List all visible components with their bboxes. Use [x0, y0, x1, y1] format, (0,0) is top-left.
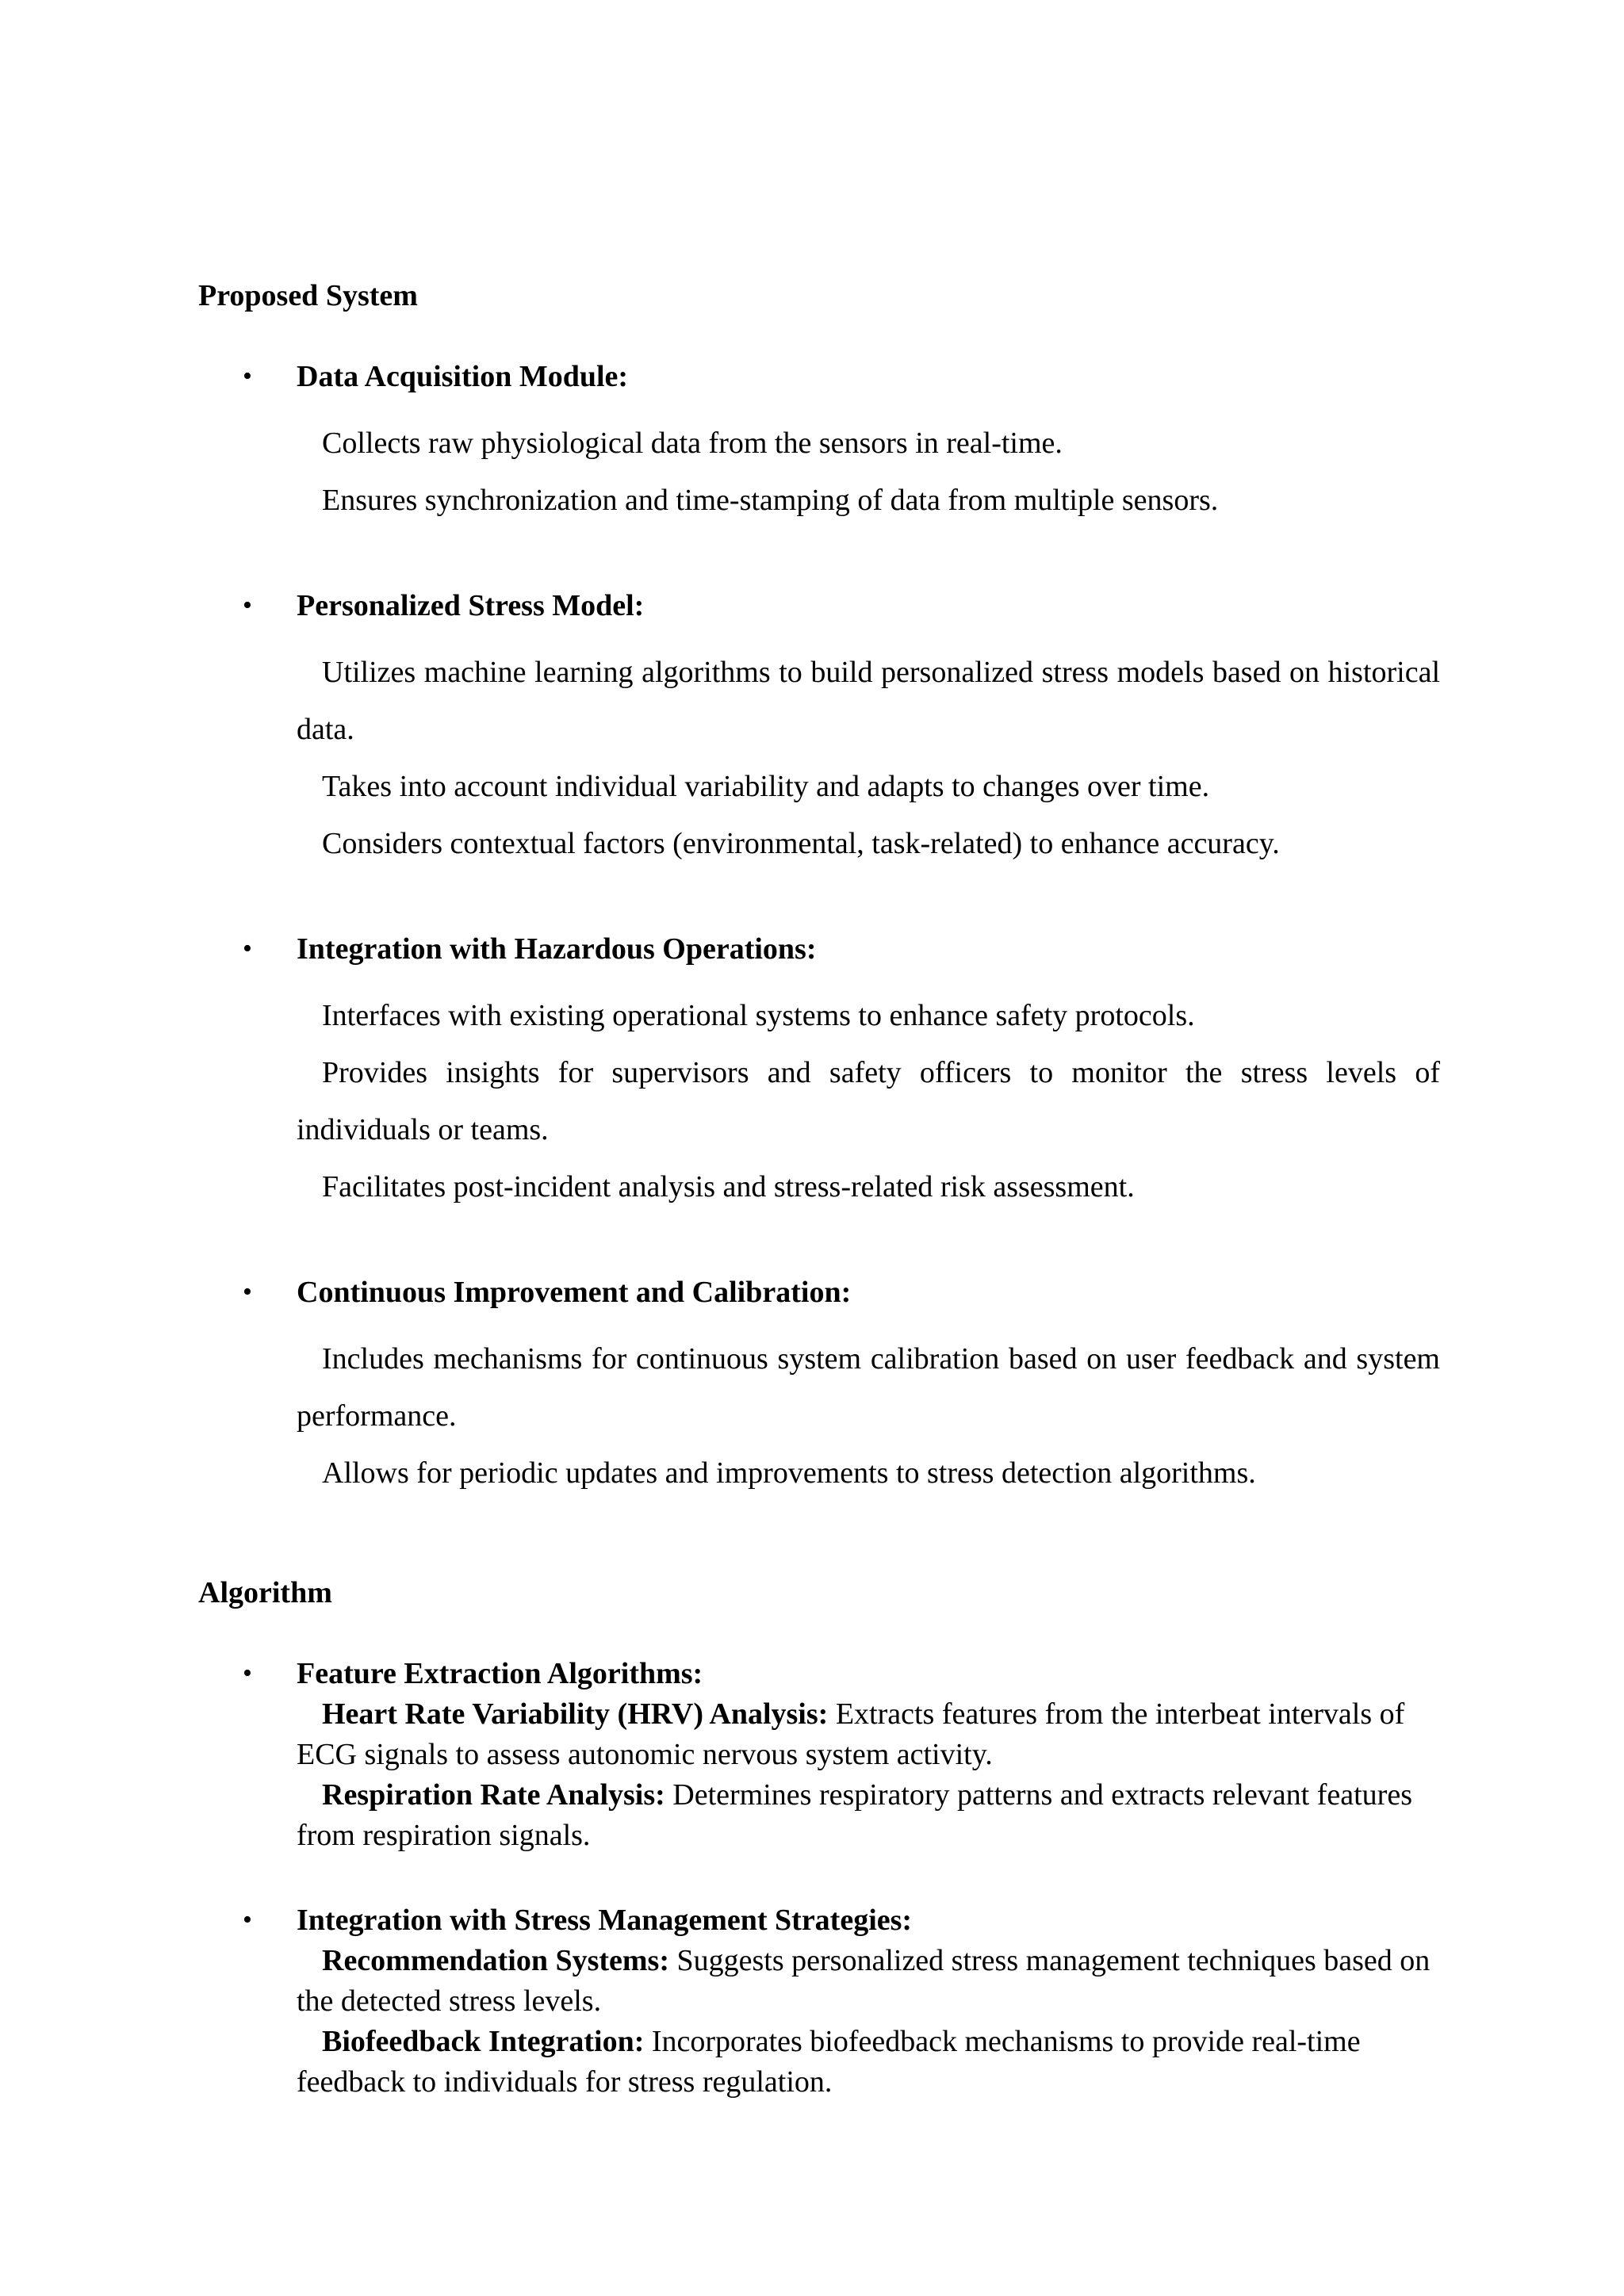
item-title: Integration with Stress Management Strategies: [297, 1904, 913, 1937]
section-heading-algorithm: Algorithm [198, 1576, 332, 1609]
definition-text: Incorporates biofeedback mechanisms to provide real-time feedback to individuals for stress regulation. [297, 2025, 1361, 2099]
paragraph: Utilizes machine learning algorithms to build personalized stress models based on historical data. [297, 656, 1440, 746]
item-body [297, 415, 1440, 529]
paragraph: Takes into account individual variability and adapts to changes over time. [322, 770, 1210, 803]
definition-text: Suggests personalized stress management techniques based on the detected stress levels. [297, 1944, 1431, 2018]
bullet-icon: • [243, 1659, 252, 1688]
item-title: Integration with Hazardous Operations: [297, 932, 817, 966]
paragraph: Includes mechanisms for continuous system calibration based on user feedback and system performance. [297, 1342, 1440, 1433]
definition-paragraph [297, 2022, 1440, 2103]
definition-term: Biofeedback Integration: [322, 2025, 645, 2058]
bullet-icon: • [243, 591, 252, 620]
item-title: Personalized Stress Model: [297, 589, 645, 622]
item-body [297, 1330, 1440, 1502]
paragraph: Provides insights for supervisors and safety officers to monitor the stress levels of individuals or teams. [297, 1056, 1440, 1146]
paragraph: Collects raw physiological data from the sensors in real-time. [322, 427, 1063, 460]
definition-text: Determines respiratory patterns and extracts relevant features from respiration signals. [297, 1778, 1412, 1852]
item-title: Continuous Improvement and Calibration: [297, 1276, 852, 1309]
list-item-feature-extraction [243, 1656, 1440, 1856]
list-item-continuous-improvement [243, 1275, 1440, 1502]
item-body [297, 1941, 1440, 2103]
definition-paragraph [297, 1941, 1440, 2022]
definition-term: Respiration Rate Analysis: [322, 1778, 665, 1812]
bullet-icon: • [243, 1277, 252, 1307]
paragraph: Allows for periodic updates and improvements to stress detection algorithms. [322, 1456, 1256, 1490]
list-item-stress-management-strategies [243, 1903, 1440, 2103]
definition-term: Heart Rate Variability (HRV) Analysis: [322, 1697, 829, 1731]
paragraph: Facilitates post-incident analysis and stress-related risk assessment. [322, 1170, 1135, 1203]
bullet-icon: • [243, 362, 252, 391]
bullet-icon: • [243, 1905, 252, 1934]
definition-paragraph [297, 1694, 1440, 1775]
item-title: Feature Extraction Algorithms: [297, 1657, 703, 1690]
item-body [297, 644, 1440, 872]
list-item-personalized-stress-model [243, 588, 1440, 872]
definition-text: Extracts features from the interbeat intervals of ECG signals to assess autonomic nervous system activity. [297, 1697, 1405, 1771]
paragraph: Ensures synchronization and time-stamping of data from multiple sensors. [322, 484, 1219, 517]
definition-paragraph [297, 1775, 1440, 1856]
paragraph: Considers contextual factors (environmental, task-related) to enhance accuracy. [322, 827, 1280, 860]
definition-term: Recommendation Systems: [322, 1944, 670, 1977]
section-heading-proposed-system: Proposed System [198, 279, 418, 312]
list-item-integration-hazardous-operations [243, 932, 1440, 1215]
item-body [297, 1694, 1440, 1856]
bullet-icon: • [243, 934, 252, 963]
item-body [297, 987, 1440, 1215]
paragraph: Interfaces with existing operational systems to enhance safety protocols. [322, 999, 1195, 1032]
list-item-data-acquisition [243, 359, 1440, 529]
item-title: Data Acquisition Module: [297, 360, 629, 393]
